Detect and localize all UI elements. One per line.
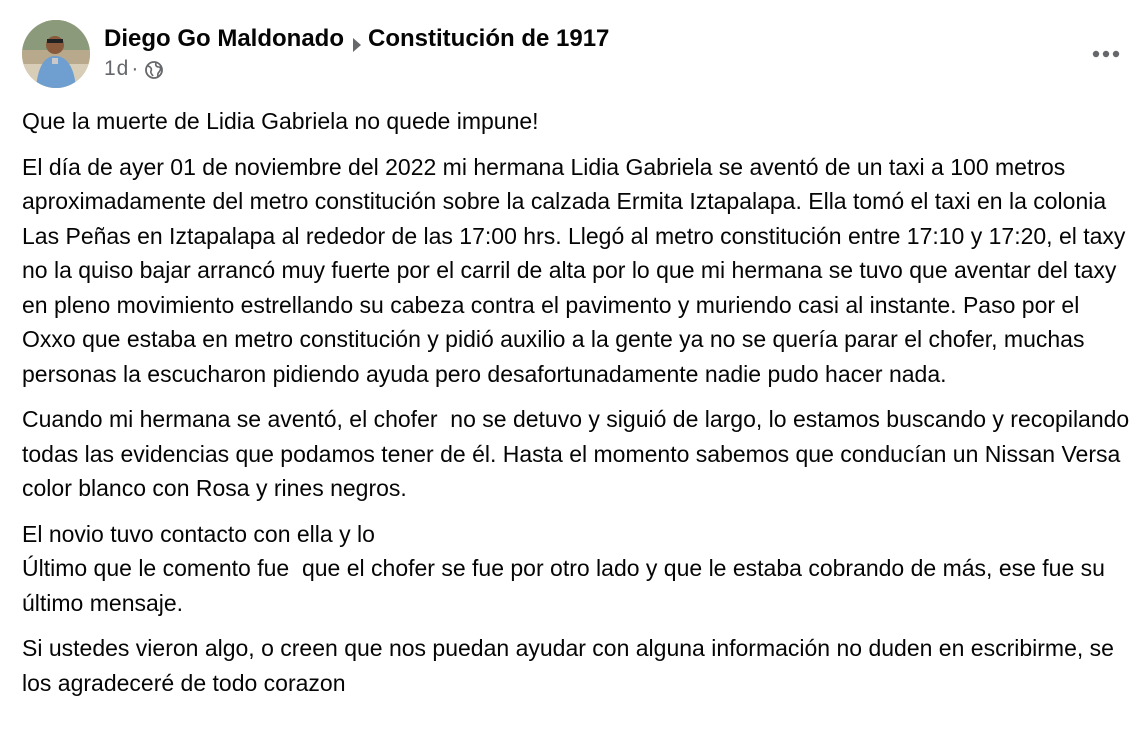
group-name-link[interactable]: Constitución de 1917 [368,25,610,52]
post-paragraph: Que la muerte de Lidia Gabriela no quede impune! [22,108,539,134]
post-paragraph: Si ustedes vieron algo, o creen que nos puedan ayudar con alguna información no duden en escribirme, se los agradeceré de todo corazon [22,635,1121,696]
globe-icon[interactable] [144,60,164,80]
more-options-button[interactable] [1086,36,1126,72]
post-paragraph: El día de ayer 01 de noviembre del 2022 mi hermana Lidia Gabriela se aventó de un taxi a 100 metros aproximadamente del metro constitución sobre la calzada Ermita Iztapalapa. Ella tomó el taxi en la colonia Las Peñas en Iztapalapa al rededor de las 17:00 hrs. Llegó al metro constitución entre 17:10 y 17:20, el taxy no la quiso bajar arrancó muy fuerte por el carril de alta por lo que mi hermana se tuvo que aventar del taxy en pleno movimiento estrellando su cabeza contra el pavimento y muriendo casi al instante. Paso por el Oxxo que estaba en metro constitución y pidió auxilio a la gente ya no se quería parar el chofer, muchas personas la escucharon pidiendo ayuda pero desafortunadamente nadie pudo hacer nada. [22,153,1132,387]
post-meta [104,56,609,82]
more-horizontal-icon [1092,50,1120,58]
avatar-photo [22,20,90,88]
caret-right-icon [352,31,362,47]
post-header [22,20,1126,90]
author-name-link[interactable]: Diego Go Maldonado [104,25,344,52]
post-paragraph: El novio tuvo contacto con ella y lo Último que le comento fue que el chofer se fue por otro lado y que le estaba cobrando de más, ese fue su último mensaje. [22,520,1105,616]
post-timestamp-link[interactable]: 1d [104,57,130,80]
post-paragraph: Cuando mi hermana se aventó, el chofer no se detuvo y siguió de largo, lo estamos buscando y recopilando todas las evidencias que podamos tener de él. Hasta el momento sabemos que conducían un Nissan Versa color blanco con Rosa y rines negros. [22,406,1136,501]
post-body [22,104,1134,711]
meta-separator: · [131,57,139,80]
header-text [104,24,609,82]
post-title-line [104,24,609,54]
author-avatar[interactable] [22,20,90,88]
